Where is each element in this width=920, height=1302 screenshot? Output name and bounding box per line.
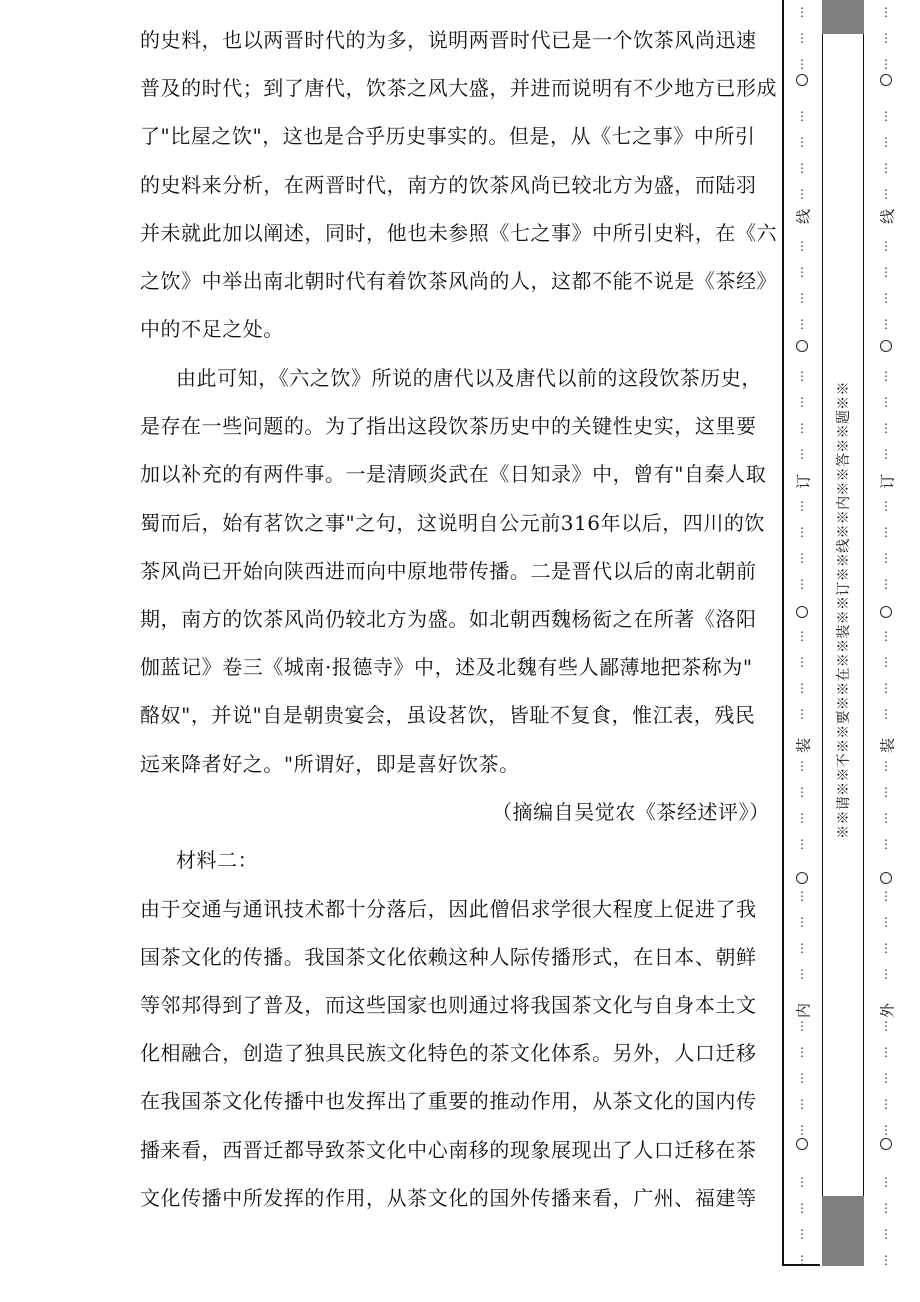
binding-margin [782, 0, 920, 1302]
seal-dots: ⋮ [880, 369, 892, 383]
seal-label-outer: 线 [878, 209, 897, 225]
body-line: 加以补充的有两件事。一是清顾炎武在《日知录》中，曾有"自秦人取 [140, 462, 767, 486]
seal-circle [796, 872, 808, 884]
body-line: 的史料来分析，在两晋时代，南方的饮茶风尚已较北方为盛，而陆羽 [140, 173, 757, 197]
body-line: 文化传播中所发挥的作用，从茶文化的国外传播来看，广州、福建等 [140, 1186, 757, 1210]
seal-dots: ⋮ [796, 1123, 808, 1137]
seal-dots: ⋮ [796, 811, 808, 825]
seal-label-outer: 订 [878, 474, 897, 490]
seal-dots: ⋮ [880, 811, 892, 825]
seal-dots: ⋮ [796, 239, 808, 253]
seal-dots: ⋮ [880, 421, 892, 435]
seal-dots: ⋮ [796, 421, 808, 435]
body-line: 等邻邦得到了普及，而这些国家也则通过将我国茶文化与自身本土文 [140, 993, 757, 1017]
seal-dots: ⋮ [880, 135, 892, 149]
seal-dots: ⋮ [796, 655, 808, 669]
seal-label-inner: 内 [794, 1003, 813, 1019]
seal-dots: ⋮ [880, 1175, 892, 1189]
seal-dots: ⋮ [880, 681, 892, 695]
seal-circle [880, 1138, 892, 1150]
seal-dots: ⋮ [880, 655, 892, 669]
seal-dots: ⋮ [880, 889, 892, 903]
seal-dots: ⋮ [880, 551, 892, 565]
seal-dots: ⋮ [796, 889, 808, 903]
seal-dots: ⋮ [880, 525, 892, 539]
seal-dots: ⋮ [880, 395, 892, 409]
seal-dots: ⋮ [880, 1201, 892, 1215]
seal-dots: ⋮ [880, 941, 892, 955]
seal-dots: ⋮ [796, 265, 808, 279]
seal-dots: ⋮ [796, 1045, 808, 1059]
body-line: 伽蓝记》卷三《城南·报德寺》中，述及北魏有些人鄙薄地把茶称为" [140, 655, 753, 679]
body-line: 普及的时代；到了唐代，饮茶之风大盛，并进而说明有不少地方已形成 [140, 76, 778, 100]
seal-dots: ⋮ [796, 291, 808, 305]
seal-dots: ⋮ [880, 1123, 892, 1137]
binding-rule [782, 0, 784, 1265]
seal-dots: ⋮ [880, 1071, 892, 1085]
body-line: 之饮》中举出南北朝时代有着饮茶风尚的人，这都不能不说是《茶经》 [140, 269, 778, 293]
seal-dots: ⋮ [796, 1253, 808, 1267]
body-line: 在我国茶文化传播中也发挥出了重要的推动作用，从茶文化的国内传 [140, 1089, 757, 1113]
seal-dots: ⋮ [880, 1019, 892, 1033]
seal-label-inner: 装 [794, 738, 813, 754]
seal-dots: ⋮ [796, 551, 808, 565]
seal-dots: ⋮ [796, 941, 808, 955]
seal-dots: ⋮ [796, 629, 808, 643]
seal-dots: ⋮ [880, 447, 892, 461]
seal-circle [796, 1138, 808, 1150]
seal-dots: ⋮ [796, 1201, 808, 1215]
seal-dots: ⋮ [880, 629, 892, 643]
seal-dots: ⋮ [796, 317, 808, 331]
seal-dots: ⋮ [880, 1227, 892, 1241]
seal-circle [880, 872, 892, 884]
seal-dots: ⋮ [880, 707, 892, 721]
seal-dots: ⋮ [796, 837, 808, 851]
body-line: 化相融合，创造了独具民族文化特色的茶文化体系。另外，人口迁移 [140, 1041, 757, 1065]
seal-dots: ⋮ [796, 785, 808, 799]
seal-dots: ⋮ [796, 525, 808, 539]
seal-dots: ⋮ [880, 161, 892, 175]
seal-dots: ⋮ [796, 187, 808, 201]
seal-dots: ⋮ [880, 1097, 892, 1111]
body-line: 播来看，西晋迁都导致茶文化中心南移的现象展现出了人口迁移在茶 [140, 1138, 757, 1162]
gray-band [822, 1196, 864, 1266]
seal-dots: ⋮ [796, 1071, 808, 1085]
seal-dots: ⋮ [880, 5, 892, 19]
body-line: 并未就此加以阐述，同时，他也未参照《七之事》中所引史料，在《六 [140, 221, 778, 245]
seal-dots: ⋮ [796, 109, 808, 123]
body-line: 蜀而后，始有茗饮之事"之句，这说明自公元前316年以后，四川的饮 [140, 511, 765, 535]
seal-circle [796, 340, 808, 352]
seal-dots: ⋮ [796, 681, 808, 695]
seal-dots: ⋮ [880, 187, 892, 201]
seal-dots: ⋮ [796, 967, 808, 981]
body-line: 中的不足之处。 [140, 317, 284, 341]
seal-dots: ⋮ [796, 395, 808, 409]
seal-dots: ⋮ [796, 447, 808, 461]
seal-dots: ⋮ [796, 1175, 808, 1189]
seal-dots: ⋮ [880, 577, 892, 591]
seal-circle [880, 606, 892, 618]
seal-dots: ⋮ [796, 759, 808, 773]
seal-label-outer: 装 [878, 738, 897, 754]
source-citation: （摘编自吴觉农《茶经述评》） [492, 800, 770, 824]
seal-dots: ⋮ [880, 317, 892, 331]
seal-dots: ⋮ [880, 291, 892, 305]
seal-dots: ⋮ [880, 31, 892, 45]
seal-dots: ⋮ [796, 161, 808, 175]
seal-dots: ⋮ [880, 785, 892, 799]
seal-dots: ⋮ [796, 577, 808, 591]
seal-dots: ⋮ [880, 837, 892, 851]
seal-dots: ⋮ [880, 265, 892, 279]
seal-dots: ⋮ [796, 57, 808, 71]
seal-dots: ⋮ [880, 1045, 892, 1059]
section-heading: 材料二： [176, 848, 259, 872]
seal-dots: ⋮ [796, 1019, 808, 1033]
seal-dots: ⋮ [796, 707, 808, 721]
seal-dots: ⋮ [796, 369, 808, 383]
seal-dots: ⋮ [796, 31, 808, 45]
seal-dots: ⋮ [796, 135, 808, 149]
body-line: 由于交通与通讯技术都十分落后，因此僧侣求学很大程度上促进了我 [140, 897, 757, 921]
seal-circle [796, 74, 808, 86]
body-line: 酪奴"，并说"自是朝贵宴会，虽设茗饮，皆耻不复食，惟江表，残民 [140, 703, 756, 727]
body-line: 国茶文化的传播。我国茶文化依赖这种人际传播形式，在日本、朝鲜 [140, 945, 757, 969]
seal-dots: ⋮ [796, 499, 808, 513]
gray-band [822, 0, 864, 34]
seal-dots: ⋮ [796, 1097, 808, 1111]
binding-warning-text: ※※请※※不※※要※※在※※装※※订※※线※※内※※答※※题※※ [836, 381, 852, 839]
seal-dots: ⋮ [880, 915, 892, 929]
body-line: 茶风尚已开始向陕西进而向中原地带传播。二是晋代以后的南北朝前 [140, 559, 757, 583]
seal-dots: ⋮ [880, 759, 892, 773]
body-line: 期，南方的饮茶风尚仍较北方为盛。如北朝西魏杨衒之在所著《洛阳 [140, 607, 757, 631]
seal-circle [880, 74, 892, 86]
seal-circle [796, 606, 808, 618]
seal-label-outer: 外 [878, 1003, 897, 1019]
body-line: 了"比屋之饮"，这也是合乎历史事实的。但是，从《七之事》中所引 [140, 124, 756, 148]
body-line: 远来降者好之。"所谓好，即是喜好饮茶。 [140, 752, 520, 776]
body-line: 由此可知，《六之饮》所说的唐代以及唐代以前的这段饮茶历史， [176, 366, 762, 390]
seal-circle [880, 340, 892, 352]
seal-dots: ⋮ [796, 5, 808, 19]
seal-label-inner: 线 [794, 209, 813, 225]
seal-dots: ⋮ [880, 57, 892, 71]
seal-dots: ⋮ [880, 1253, 892, 1267]
seal-dots: ⋮ [796, 1227, 808, 1241]
body-line: 是存在一些问题的。为了指出这段饮茶历史中的关键性史实，这里要 [140, 414, 757, 438]
body-line: 的史料，也以两晋时代的为多，说明两晋时代已是一个饮茶风尚迅速 [140, 28, 757, 52]
seal-dots: ⋮ [880, 499, 892, 513]
seal-label-inner: 订 [794, 474, 813, 490]
seal-dots: ⋮ [880, 967, 892, 981]
seal-dots: ⋮ [880, 239, 892, 253]
seal-dots: ⋮ [796, 915, 808, 929]
seal-dots: ⋮ [880, 109, 892, 123]
